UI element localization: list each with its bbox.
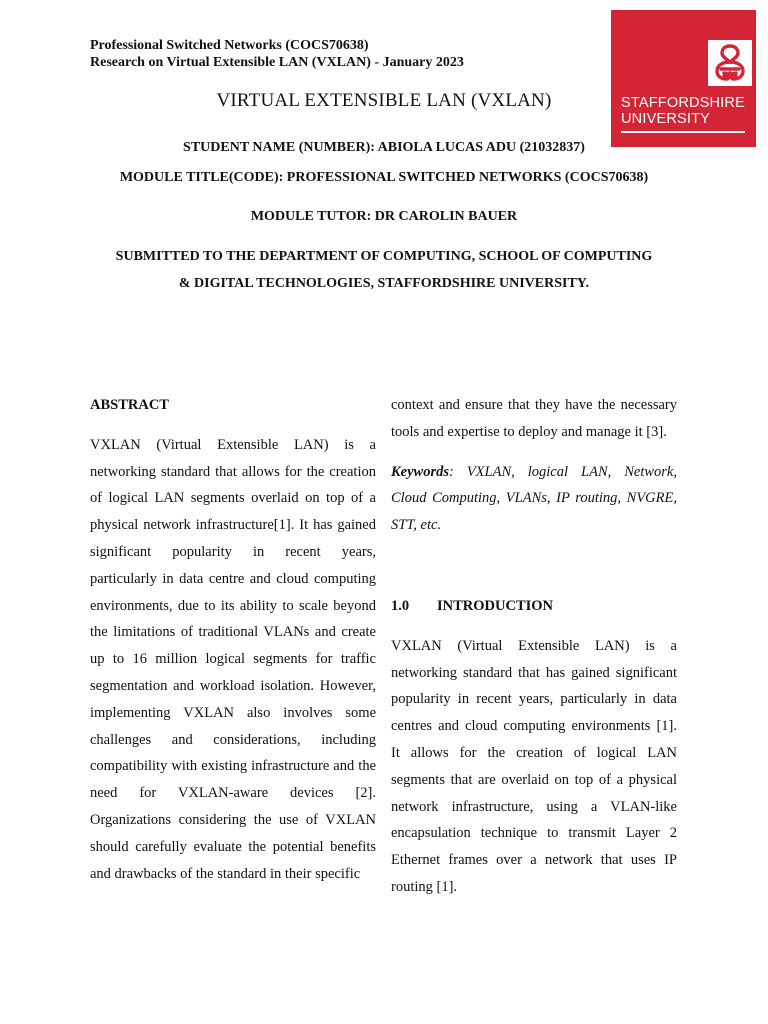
keywords-list: : VXLAN, logical LAN, Network, Cloud Computing, VLANs, IP routing, NVGRE, STT, etc.	[391, 463, 677, 534]
logo-text-university: UNIVERSITY	[621, 111, 711, 127]
introduction-body: VXLAN (Virtual Extensible LAN) is a networking standard that has gained significant popularity in recent years, particularly in data centres and cloud computing environments [1]. It allows for the creation of logical LAN segments that are overlaid on top of a physical network infrastructure, using a VLAN-like encapsulation technique to transmit Layer 2 Ethernet frames over a network that uses IP routing [1].	[391, 637, 677, 895]
running-header	[90, 37, 464, 71]
student-line: STUDENT NAME (NUMBER): ABIOLA LUCAS ADU (21032837)	[183, 140, 585, 155]
tutor-line: MODULE TUTOR: DR CAROLIN BAUER	[250, 209, 518, 224]
logo-underline	[621, 131, 745, 133]
abstract-body: VXLAN (Virtual Extensible LAN) is a networking standard that allows for the creation of logical LAN segments overlaid on top of a physical network infrastructure[1]. It has gained significant popularity in recent years, particularly in data centre and cloud computing environments, due to its ability to scale beyond the limitations of traditional VLANs and create up to 16 million logical segments for traffic segmentation and workload isolation. However, implementing VXLAN also involves some challenges and considerations, including compatibility with existing infrastructure and the need for VXLAN-aware devices [2]. Organizations considering the use of VXLAN should carefully evaluate the potential benefits and drawbacks of the standard in their specific	[90, 436, 376, 882]
keywords-paragraph	[391, 459, 677, 539]
keywords-label: Keywords	[391, 463, 449, 480]
staffordshire-logo	[611, 10, 756, 147]
left-column	[90, 392, 376, 887]
right-column	[391, 392, 677, 901]
staffordshire-knot-icon	[708, 40, 752, 86]
submitted-line-1: SUBMITTED TO THE DEPARTMENT OF COMPUTING, SCHOOL OF COMPUTING	[115, 249, 653, 264]
logo-text-staffordshire: STAFFORDSHIRE	[621, 95, 745, 111]
section-number: 1.0	[391, 597, 410, 614]
module-line: MODULE TITLE(CODE): PROFESSIONAL SWITCHED NETWORKS (COCS70638)	[119, 170, 649, 185]
section-title: INTRODUCTION	[437, 597, 554, 614]
header-subtitle: Research on Virtual Extensible LAN (VXLAN) - January 2023	[90, 55, 464, 70]
document-title: VIRTUAL EXTENSIBLE LAN (VXLAN)	[216, 90, 552, 111]
abstract-continued: context and ensure that they have the necessary tools and expertise to deploy and manage it [3].	[391, 397, 677, 440]
introduction-heading	[391, 593, 677, 620]
header-course: Professional Switched Networks (COCS70638)	[90, 38, 369, 53]
abstract-heading: ABSTRACT	[90, 397, 169, 413]
submitted-line-2: & DIGITAL TECHNOLOGIES, STAFFORDSHIRE UNIVERSITY.	[178, 276, 590, 291]
